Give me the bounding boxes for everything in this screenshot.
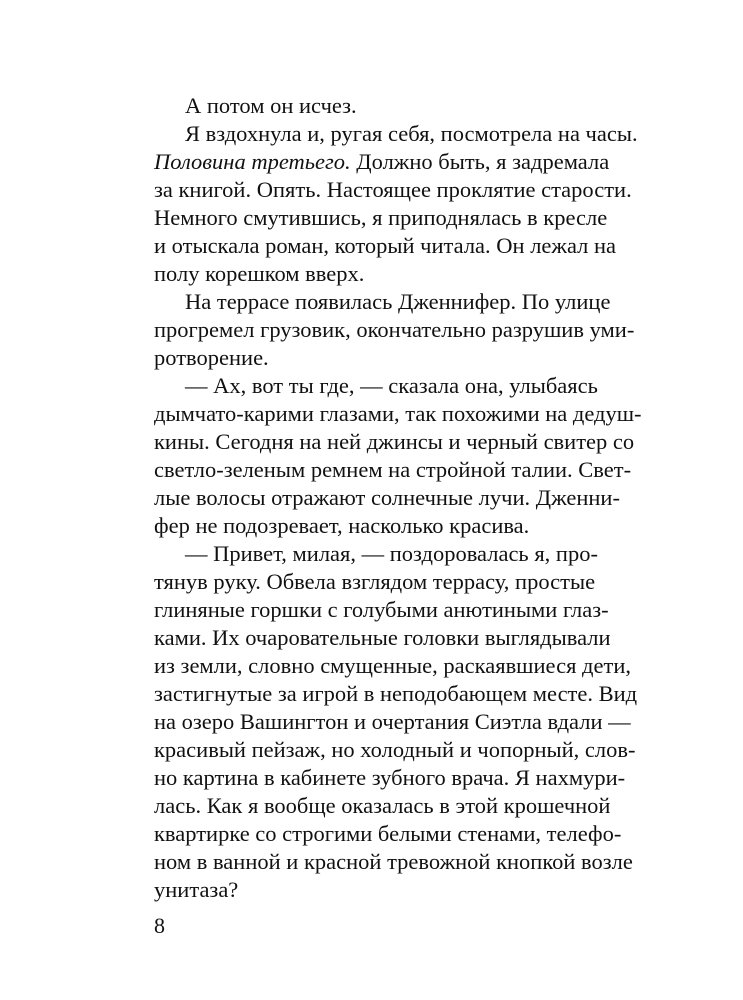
text-line: А потом он исчез. (185, 93, 357, 118)
text-line (154, 148, 610, 176)
text-fragment: Должно быть, я задремала (350, 149, 610, 174)
text-line: квартирке со строгими белыми стенами, телефо- (154, 821, 622, 846)
text-line: ротворение. (154, 345, 269, 370)
text-line: Я вздохнула и, ругая себя, посмотрела на часы. (185, 121, 638, 146)
text-line: прогремел грузовик, окончательно разрушив уми- (154, 317, 635, 342)
text-line: за книгой. Опять. Настоящее проклятие старости. (154, 177, 632, 202)
text-line: ками. Их очаровательные головки выглядывали (154, 625, 611, 650)
page-number: 8 (154, 913, 165, 938)
text-line: — Привет, милая, — поздоровалась я, про- (185, 541, 598, 566)
text-line: красивый пейзаж, но холодный и чопорный, слов- (154, 737, 636, 762)
text-line: но картина в кабинете зубного врача. Я нахмури- (154, 765, 626, 790)
text-line: На террасе появилась Дженнифер. По улице (185, 289, 611, 314)
text-line: унитаза? (154, 877, 239, 902)
text-line: застигнутые за игрой в неподобающем месте. Вид (154, 681, 638, 706)
text-line: тянув руку. Обвела взглядом террасу, простые (154, 569, 596, 594)
text-line: и отыскала роман, который читала. Он лежал на (154, 233, 617, 258)
text-line: глиняные горшки с голубыми анютиными глаз- (154, 597, 609, 622)
text-line: светло-зеленым ремнем на стройной талии. Свет- (154, 457, 632, 482)
text-line: дымчато-карими глазами, так похожими на дедуш- (154, 401, 642, 426)
text-line: лась. Как я вообще оказалась в этой крошечной (154, 793, 611, 818)
text-line: на озеро Вашингтон и очертания Сиэтла вдали — (154, 709, 631, 734)
text-line: фер не подозревает, насколько красива. (154, 513, 530, 538)
text-line: полу корешком вверх. (154, 261, 365, 286)
text-line: из земли, словно смущенные, раскаявшиеся дети, (154, 653, 631, 678)
text-line: лые волосы отражают солнечные лучи. Дженни- (154, 485, 620, 510)
italic-phrase: Половина третьего. (154, 149, 351, 174)
text-line: кины. Сегодня на ней джинсы и черный свитер со (154, 429, 635, 454)
text-line: ном в ванной и красной тревожной кнопкой возле (154, 849, 633, 874)
text-line: Немного смутившись, я приподнялась в кресле (154, 205, 608, 230)
text-line: — Ах, вот ты где, — сказала она, улыбаясь (185, 373, 598, 398)
